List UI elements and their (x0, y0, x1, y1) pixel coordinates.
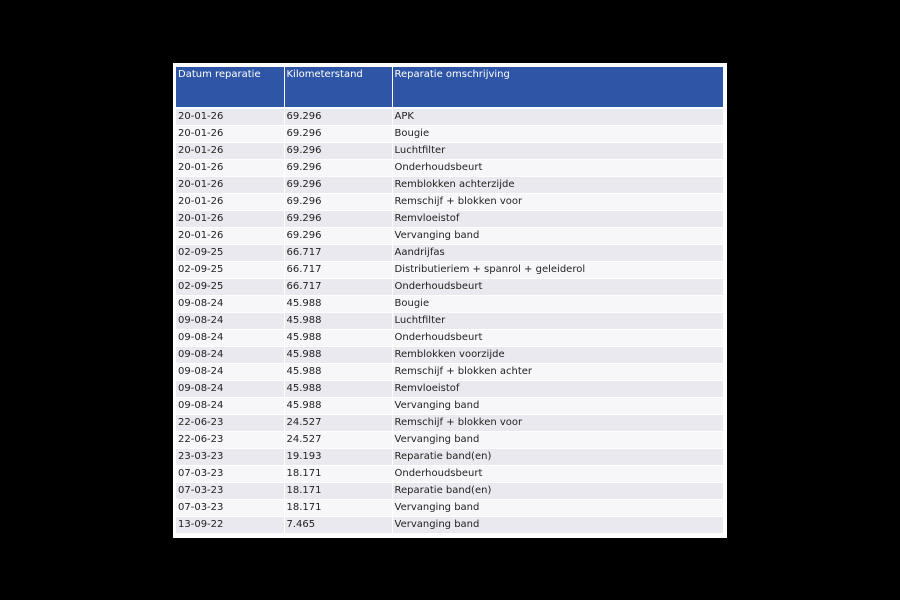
cell-mileage: 18.171 (284, 466, 392, 483)
cell-date: 07-03-23 (176, 466, 284, 483)
table-row (176, 108, 723, 126)
cell-date: 20-01-26 (176, 143, 284, 160)
cell-date: 22-06-23 (176, 432, 284, 449)
cell-mileage: 69.296 (284, 194, 392, 211)
cell-date: 20-01-26 (176, 160, 284, 177)
repair-history-panel (173, 63, 727, 538)
cell-description: Aandrijfas (392, 245, 723, 262)
table-row (176, 500, 723, 517)
table-row (176, 449, 723, 466)
cell-mileage: 24.527 (284, 432, 392, 449)
repair-history-table (176, 67, 723, 534)
cell-mileage: 19.193 (284, 449, 392, 466)
cell-description: Remschijf + blokken voor (392, 415, 723, 432)
cell-date: 20-01-26 (176, 228, 284, 245)
cell-description: Remvloeistof (392, 211, 723, 228)
cell-mileage: 18.171 (284, 483, 392, 500)
table-row (176, 432, 723, 449)
table-row (176, 228, 723, 245)
cell-date: 09-08-24 (176, 364, 284, 381)
cell-description: APK (392, 108, 723, 126)
cell-mileage: 66.717 (284, 279, 392, 296)
table-row (176, 364, 723, 381)
cell-mileage: 66.717 (284, 245, 392, 262)
table-row (176, 194, 723, 211)
cell-mileage: 45.988 (284, 313, 392, 330)
table-row (176, 347, 723, 364)
cell-description: Remblokken achterzijde (392, 177, 723, 194)
cell-description: Vervanging band (392, 500, 723, 517)
cell-date: 20-01-26 (176, 126, 284, 143)
table-row (176, 245, 723, 262)
table-row (176, 262, 723, 279)
column-header-date: Datum reparatie (176, 67, 284, 108)
cell-date: 09-08-24 (176, 330, 284, 347)
cell-mileage: 69.296 (284, 177, 392, 194)
table-row (176, 381, 723, 398)
cell-mileage: 66.717 (284, 262, 392, 279)
cell-description: Onderhoudsbeurt (392, 160, 723, 177)
table-row (176, 177, 723, 194)
table-row (176, 126, 723, 143)
table-row (176, 466, 723, 483)
cell-description: Remblokken voorzijde (392, 347, 723, 364)
cell-date: 09-08-24 (176, 347, 284, 364)
cell-date: 07-03-23 (176, 500, 284, 517)
cell-mileage: 45.988 (284, 347, 392, 364)
cell-date: 20-01-26 (176, 177, 284, 194)
table-row (176, 160, 723, 177)
cell-description: Reparatie band(en) (392, 483, 723, 500)
cell-description: Vervanging band (392, 432, 723, 449)
cell-description: Reparatie band(en) (392, 449, 723, 466)
cell-description: Onderhoudsbeurt (392, 279, 723, 296)
table-row (176, 143, 723, 160)
table-row (176, 313, 723, 330)
cell-description: Bougie (392, 126, 723, 143)
cell-description: Luchtfilter (392, 143, 723, 160)
cell-description: Vervanging band (392, 398, 723, 415)
table-row (176, 483, 723, 500)
cell-date: 20-01-26 (176, 211, 284, 228)
cell-mileage: 7.465 (284, 517, 392, 534)
cell-mileage: 45.988 (284, 296, 392, 313)
column-header-mileage: Kilometerstand (284, 67, 392, 108)
table-row (176, 415, 723, 432)
cell-date: 22-06-23 (176, 415, 284, 432)
table-body (176, 108, 723, 534)
cell-description: Vervanging band (392, 228, 723, 245)
table-row (176, 517, 723, 534)
cell-date: 23-03-23 (176, 449, 284, 466)
table-row (176, 279, 723, 296)
cell-mileage: 18.171 (284, 500, 392, 517)
cell-description: Distributieriem + spanrol + geleiderol (392, 262, 723, 279)
cell-date: 09-08-24 (176, 313, 284, 330)
table-row (176, 330, 723, 347)
cell-date: 02-09-25 (176, 262, 284, 279)
cell-mileage: 69.296 (284, 126, 392, 143)
cell-mileage: 69.296 (284, 228, 392, 245)
cell-description: Remschijf + blokken voor (392, 194, 723, 211)
cell-date: 13-09-22 (176, 517, 284, 534)
cell-description: Remvloeistof (392, 381, 723, 398)
cell-date: 09-08-24 (176, 398, 284, 415)
table-row (176, 398, 723, 415)
cell-date: 02-09-25 (176, 245, 284, 262)
cell-description: Bougie (392, 296, 723, 313)
cell-date: 09-08-24 (176, 296, 284, 313)
table-header-row (176, 67, 723, 108)
column-header-description: Reparatie omschrijving (392, 67, 723, 108)
cell-description: Remschijf + blokken achter (392, 364, 723, 381)
cell-mileage: 69.296 (284, 143, 392, 160)
cell-mileage: 69.296 (284, 108, 392, 126)
cell-mileage: 69.296 (284, 211, 392, 228)
cell-description: Luchtfilter (392, 313, 723, 330)
cell-mileage: 24.527 (284, 415, 392, 432)
cell-mileage: 45.988 (284, 330, 392, 347)
table-row (176, 296, 723, 313)
cell-mileage: 45.988 (284, 398, 392, 415)
cell-date: 20-01-26 (176, 194, 284, 211)
cell-description: Onderhoudsbeurt (392, 330, 723, 347)
cell-description: Vervanging band (392, 517, 723, 534)
cell-date: 02-09-25 (176, 279, 284, 296)
cell-mileage: 45.988 (284, 364, 392, 381)
cell-date: 07-03-23 (176, 483, 284, 500)
cell-date: 20-01-26 (176, 108, 284, 126)
cell-mileage: 45.988 (284, 381, 392, 398)
cell-date: 09-08-24 (176, 381, 284, 398)
table-row (176, 211, 723, 228)
cell-mileage: 69.296 (284, 160, 392, 177)
cell-description: Onderhoudsbeurt (392, 466, 723, 483)
